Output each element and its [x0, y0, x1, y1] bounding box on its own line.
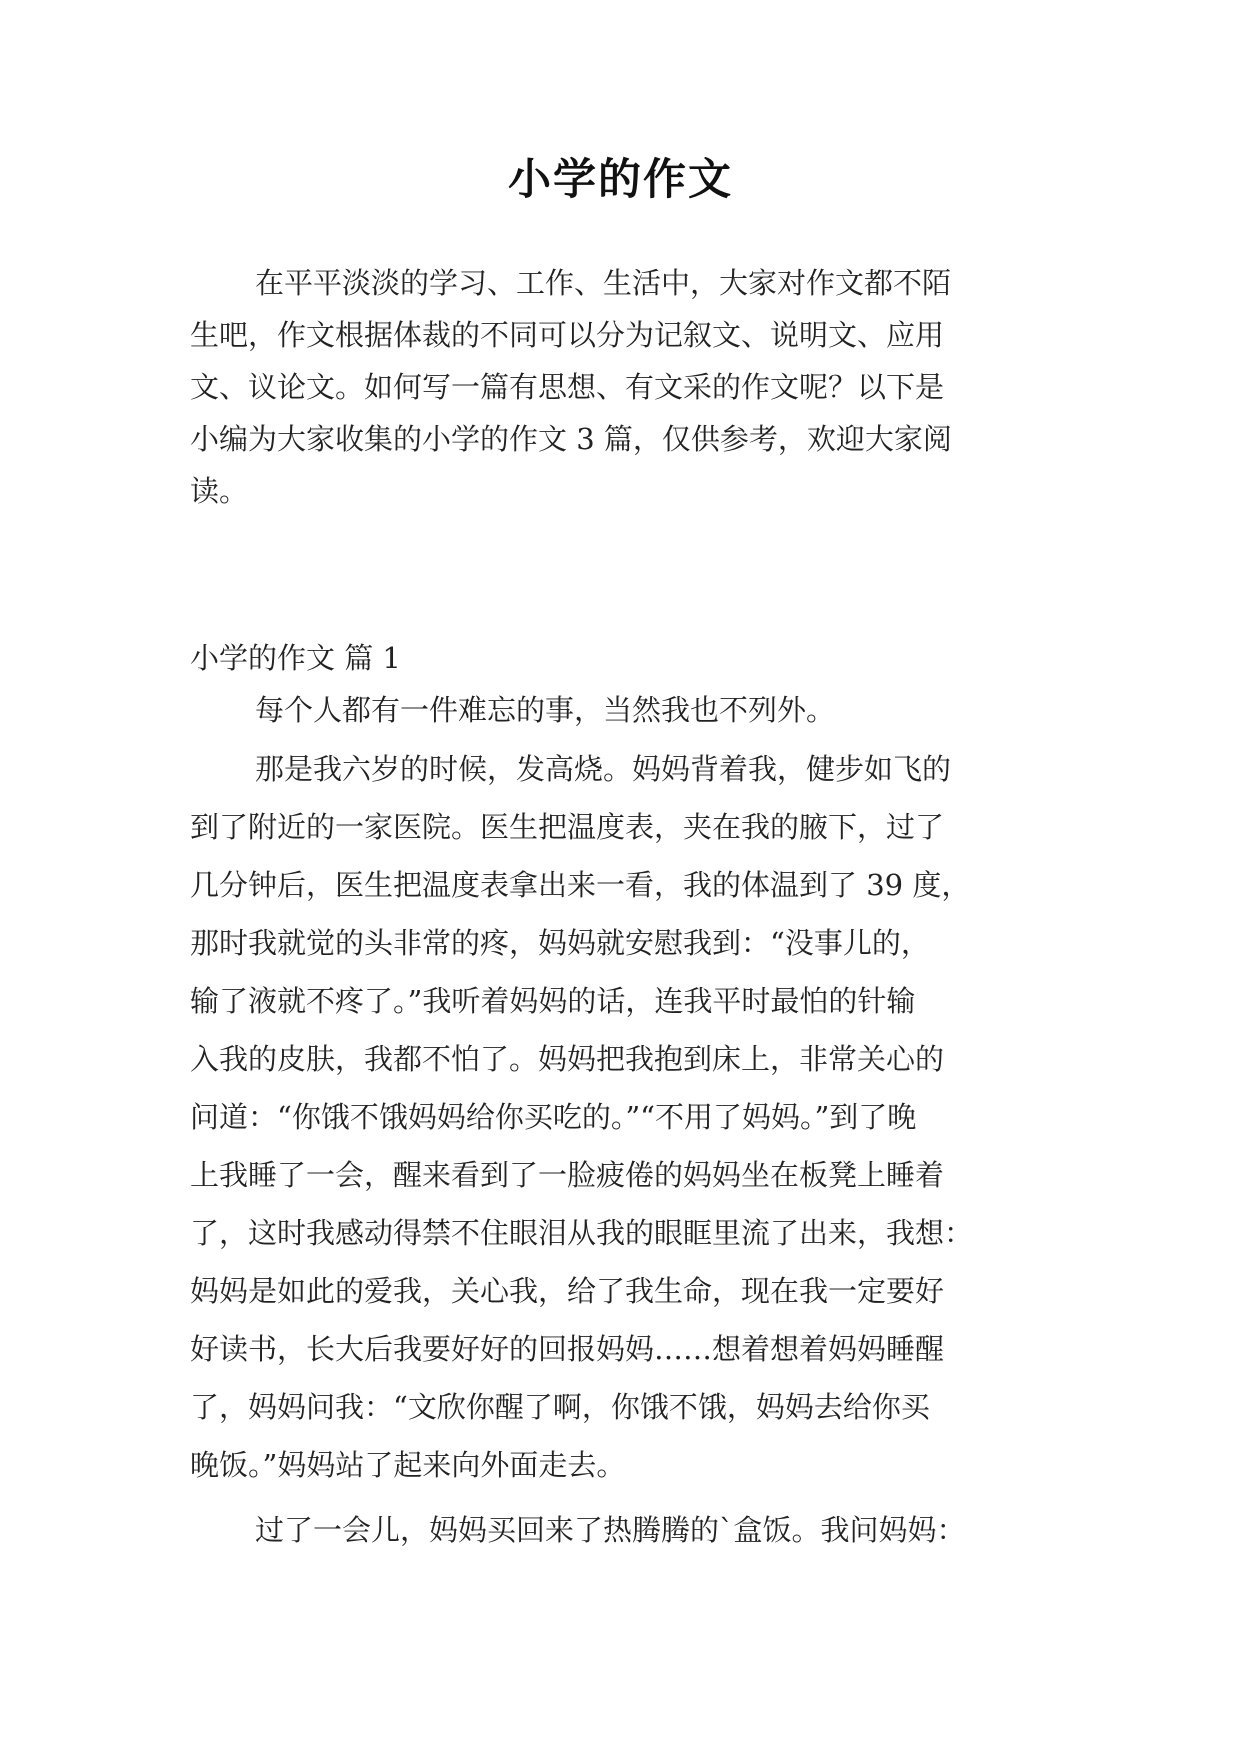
body-line: 问道：“你饿不饿妈妈给你买吃的。”“不用了妈妈。”到了晚 [190, 1100, 917, 1134]
intro-line: 生吧，作文根据体裁的不同可以分为记叙文、说明文、应用 [190, 318, 945, 352]
body-line: 上我睡了一会，醒来看到了一脸疲倦的妈妈坐在板凳上睡着 [190, 1158, 945, 1192]
body-line: 好读书，长大后我要好好的回报妈妈……想着想着妈妈睡醒 [190, 1332, 945, 1366]
document-title: 小学的作文 [508, 155, 733, 205]
body-line: 几分钟后，医生把温度表拿出来一看，我的体温到了 39 度， [190, 868, 971, 902]
body-line: 那时我就觉的头非常的疼，妈妈就安慰我到：“没事儿的， [190, 926, 930, 960]
intro-line: 小编为大家收集的小学的作文 3 篇，仅供参考，欢迎大家阅 [190, 422, 952, 456]
intro-line: 在平平淡淡的学习、工作、生活中，大家对作文都不陌 [255, 266, 952, 300]
body-line: 妈妈是如此的爱我，关心我，给了我生命，现在我一定要好 [190, 1274, 945, 1308]
section-heading: 小学的作文 篇 1 [190, 641, 401, 675]
body-line: 输了液就不疼了。”我听着妈妈的话，连我平时最怕的针输 [190, 984, 916, 1018]
intro-line: 读。 [190, 474, 249, 508]
body-line: 到了附近的一家医院。医生把温度表，夹在我的腋下，过了 [190, 810, 945, 844]
body-line: 了，妈妈问我：“文欣你醒了啊，你饿不饿，妈妈去给你买 [190, 1390, 930, 1424]
body-line: 那是我六岁的时候，发高烧。妈妈背着我，健步如飞的 [255, 752, 952, 786]
body-line: 过了一会儿，妈妈买回来了热腾腾的`盒饭。我问妈妈： [255, 1513, 966, 1547]
body-line: 每个人都有一件难忘的事，当然我也不列外。 [255, 693, 836, 727]
intro-line: 文、议论文。如何写一篇有思想、有文采的作文呢？以下是 [190, 370, 945, 404]
body-line: 晚饭。”妈妈站了起来向外面走去。 [190, 1448, 626, 1482]
body-line: 入我的皮肤，我都不怕了。妈妈把我抱到床上，非常关心的 [190, 1042, 945, 1076]
body-line: 了，这时我感动得禁不住眼泪从我的眼眶里流了出来，我想： [190, 1216, 974, 1250]
